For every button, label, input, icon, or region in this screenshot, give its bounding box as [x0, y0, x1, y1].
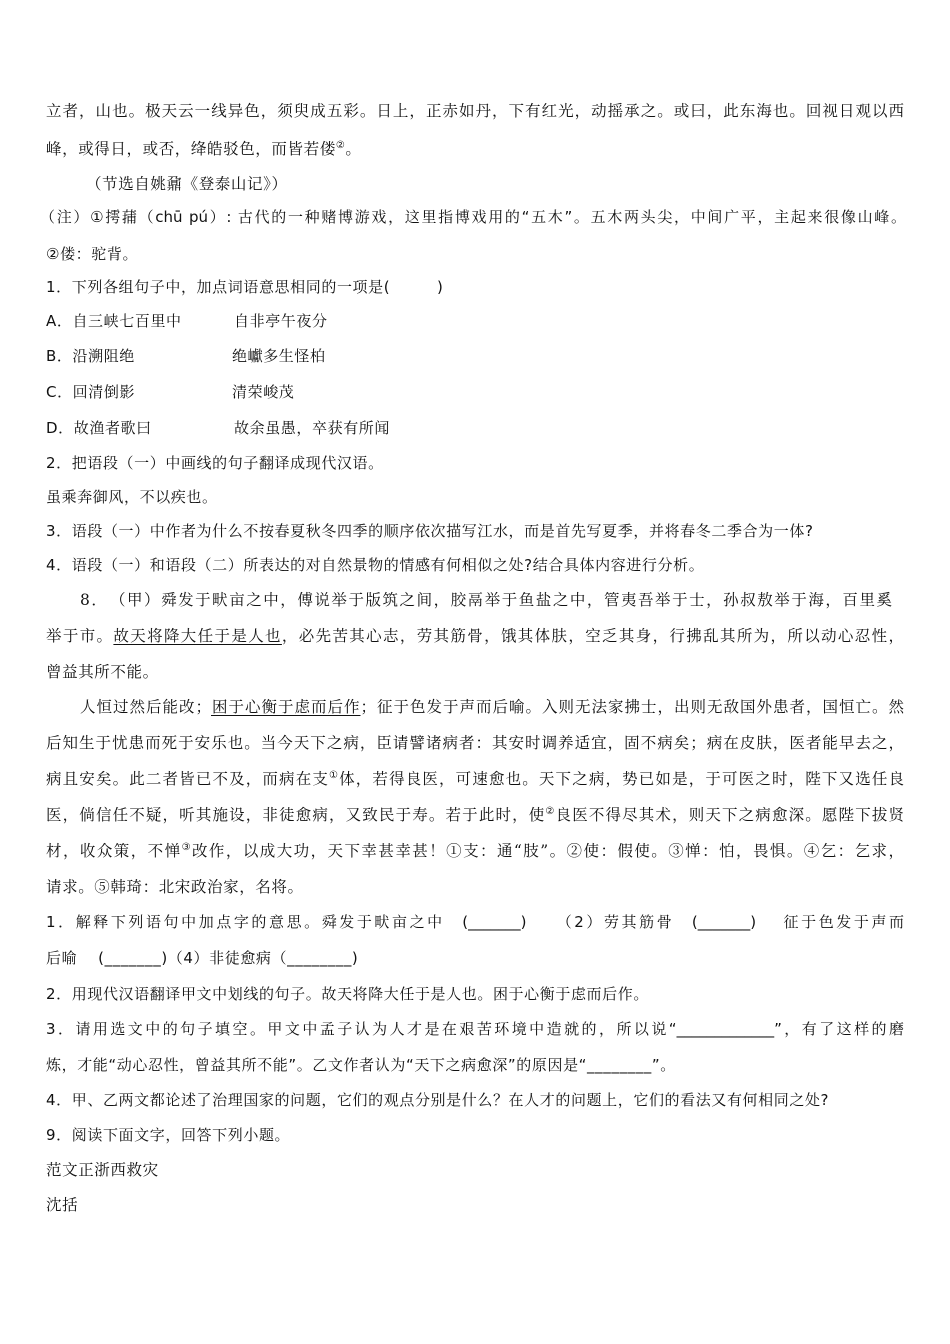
- underlined-sentence: 困于心衡于虑而后作: [211, 698, 361, 716]
- option-d: D．故渔者歌曰: [46, 419, 152, 437]
- footnote-marker: ②: [545, 806, 556, 817]
- option-c-pair: 清荣峻茂: [232, 383, 295, 401]
- passage-line: 请求。⑤韩琦：北宋政治家，名将。: [46, 878, 304, 896]
- annotation-note: ②偻：驼背。: [46, 245, 139, 263]
- footnote-marker: ③: [181, 842, 192, 853]
- underlined-sentence: 故天将降大任于是人也: [113, 627, 282, 645]
- option-b-pair: 绝巘多生怪柏: [232, 347, 326, 365]
- article-author: 沈括: [46, 1196, 79, 1214]
- question-9-intro: 9．阅读下面文字，回答下列小题。: [46, 1126, 291, 1144]
- passage-line: 人恒过然后能改；困于心衡于虑而后作；征于色发于声而后喻。入则无法家拂士，出则无敌国外患者，国恒亡。然: [80, 698, 904, 716]
- footnote-marker: ②: [335, 140, 346, 151]
- question-4: 4．甲、乙两文都论述了治理国家的问题，它们的观点分别是什么？在人才的问题上，它们的看法又有何相同之处?: [46, 1091, 830, 1109]
- option-d-pair: 故余虽愚，卒获有所闻: [234, 419, 391, 437]
- question-1: 1．解释下列语句中加点字的意思。舜发于畎亩之中 (_______) （2）劳其筋骨 (_______) 征于色发于声而: [46, 913, 904, 931]
- annotation-note: （注）①摴蒱（chū pú）: 古代的一种赌博游戏，这里指博戏用的“五木”。五木两头尖，中间广平，主起来很像山峰。: [40, 208, 906, 226]
- option-a-pair: 自非亭午夜分: [234, 312, 328, 330]
- passage-line: 峰，或得日，或否，绛皓驳色，而皆若偻②。: [46, 140, 362, 158]
- option-b: B．沿溯阻绝: [46, 347, 135, 365]
- question-1-cont: 后喻 (_______)（4）非徒愈病（________): [46, 949, 359, 967]
- source-citation: （节选自姚鼐《登泰山记》）: [86, 175, 288, 193]
- question-2: 2．把语段（一）中画线的句子翻译成现代汉语。: [46, 454, 384, 472]
- question-2: 2．用现代汉语翻译甲文中划线的句子。故天将降大任于是人也。困于心衡于虑而后作。: [46, 985, 649, 1003]
- passage-line: 举于市。故天将降大任于是人也，必先苦其心志，劳其筋骨，饿其体肤，空乏其身，行拂乱其所为，所以动心忍性，: [46, 627, 904, 645]
- passage-line: 曾益其所不能。: [46, 663, 159, 681]
- option-c: C．回清倒影: [46, 383, 136, 401]
- article-title: 范文正浙西救灾: [46, 1161, 159, 1179]
- option-a: A．自三峡七百里中: [46, 312, 182, 330]
- question-3: 3．语段（一）中作者为什么不按春夏秋冬四季的顺序依次描写江水，而是首先写夏季，并将春冬二季合为一体?: [46, 522, 814, 540]
- question-4: 4．语段（一）和语段（二）所表达的对自然景物的情感有何相似之处?结合具体内容进行分析。: [46, 556, 705, 574]
- question-1: 1．下列各组句子中，加点词语意思相同的一项是( ): [46, 278, 444, 296]
- footnote-marker: ①: [329, 770, 340, 781]
- passage-line: 后知生于忧患而死于安乐也。当今天下之病，臣请譬诸病者：其安时调养适宜，固不病矣；病在皮肤，医者能早去之，: [46, 734, 904, 752]
- passage-line: 8． （甲）舜发于畎亩之中，傅说举于版筑之间，胶鬲举于鱼盐之中，管夷吾举于士，孙叔敖举于海，百里奚: [80, 591, 892, 609]
- question-3: 3．请用选文中的句子填空。甲文中孟子认为人才是在艰苦环境中造就的，所以说“_____________”，有了这样的磨: [46, 1020, 904, 1038]
- passage-line: 立者，山也。极天云一线异色，须臾成五彩。日上，正赤如丹，下有红光，动摇承之。或曰，此东海也。回视日观以西: [46, 102, 904, 120]
- question-2-sentence: 虽乘奔御风，不以疾也。: [46, 488, 218, 506]
- passage-line: 材，收众策，不惮③改作，以成大功，天下幸甚幸甚！①支：通“肢”。②使：假使。③惮：怕，畏惧。④乞：乞求，: [46, 842, 904, 860]
- passage-line: 病且安矣。此二者皆已不及，而病在支①体，若得良医，可速愈也。天下之病，势已如是，于可医之时，陛下又选任良: [46, 770, 904, 788]
- passage-line: 医，倘信任不疑，听其施设，非徒愈病，又致民于寿。若于此时，使②良医不得尽其术，则天下之病愈深。愿陛下拔贤: [46, 806, 904, 824]
- question-3-cont: 炼，才能“动心忍性，曾益其所不能”。乙文作者认为“天下之病愈深”的原因是“________”。: [46, 1056, 676, 1074]
